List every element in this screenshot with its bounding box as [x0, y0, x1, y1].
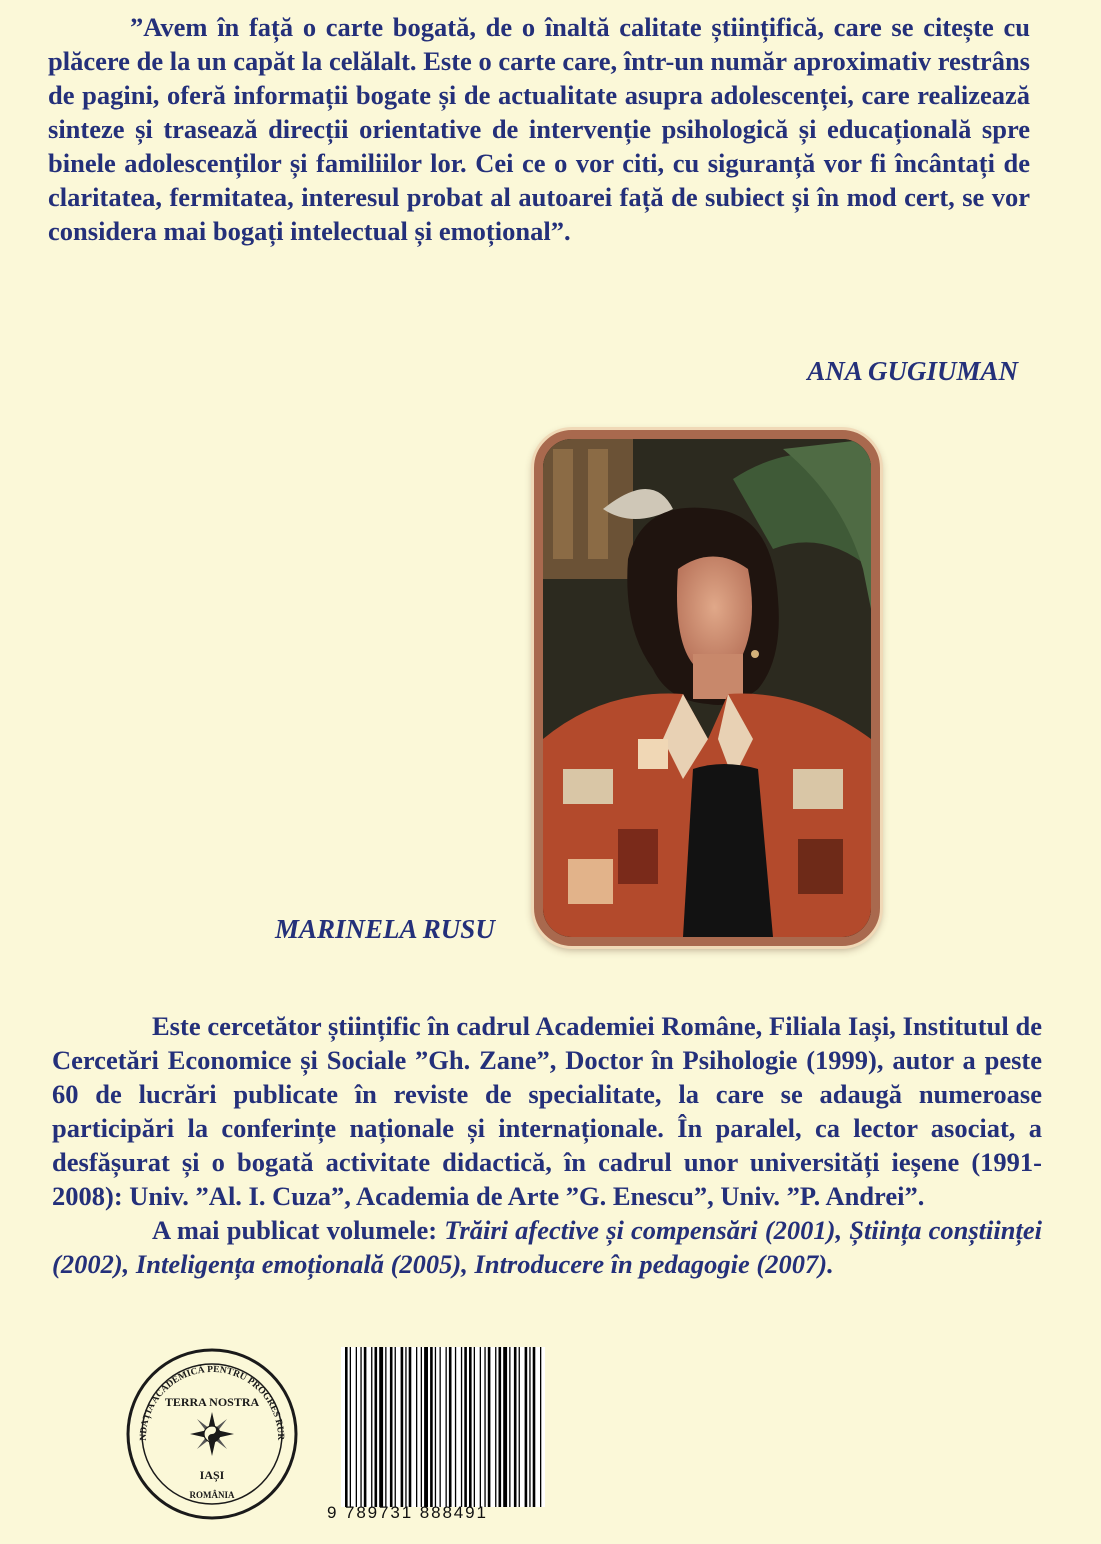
publisher-seal — [124, 1346, 300, 1522]
isbn-barcode — [341, 1347, 545, 1507]
seal-country: ROMÂNIA — [189, 1490, 235, 1500]
seal-name: TERRA NOSTRA — [164, 1395, 260, 1409]
seal-city: IAȘI — [199, 1468, 225, 1482]
bio-paragraph-volumes — [52, 1213, 1042, 1281]
author-bio — [52, 1009, 1042, 1281]
volumes-intro: A mai publicat volumele: — [152, 1215, 445, 1245]
quote-author: ANA GUGIUMAN — [807, 356, 1018, 386]
author-photo — [534, 430, 880, 946]
bio-paragraph: Este cercetător științific în cadrul Academiei Române, Filiala Iași, Institutul de Cercetări Economice și Sociale ”Gh. Zane”, Doctor în Psihologie (1999), autor a peste 60 de lucrări publicate în reviste de specialitate, la care se adaugă numeroase participări la conferințe naționale și internaționale. În paralel, ca lector asociat, a desfășurat și o bogată activitate didactică, în cadrul unor universități ieșene (1991-2008): Univ. ”Al. I. Cuza”, Academia de Arte ”G. Enescu”, Univ. ”P. Andrei”. — [52, 1011, 1042, 1211]
author-name: MARINELA RUSU — [275, 914, 495, 944]
volumes-list: Trăiri afective și compensări (2001), Știința conștiinței (2002), Inteligența emoțională (2005), Introducere în pedagogie (2007). — [52, 1215, 1042, 1279]
seal-arc-text: NDAȚIA ACADEMICĂ PENTRU PROGRES RUR — [138, 1364, 286, 1441]
isbn-digits: 9 789731 888491 — [327, 1503, 488, 1522]
endorsement-quote: ”Avem în față o carte bogată, de o înaltă calitate științifică, care se citește cu plăcere de la un capăt la celălalt. Este o carte care, într-un număr aproximativ restrâns de pagini, oferă informații bogate și de actualitate asupra adolescenței, care realizează sinteze și trasează direcții orientative de intervenție psihologică și educațională spre binele adolescenților și familiilor lor. Cei ce o vor citi, cu siguranță vor fi încântați de claritatea, fermitatea, interesul probat al autoarei față de subiect și în mod cert, se vor considera mai bogați intelectual și emoțional”. — [48, 12, 1030, 246]
